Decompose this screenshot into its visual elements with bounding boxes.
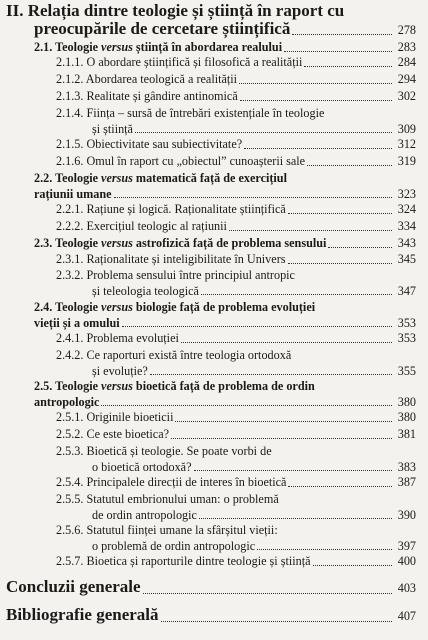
toc-entry-2-5-5	[56, 492, 416, 523]
toc-page-number: 353	[397, 315, 416, 330]
toc-entry-2-5-2	[56, 427, 416, 443]
dot-leader	[122, 325, 392, 327]
toc-entry-title: 2.5.2. Ce este bioetica?	[56, 427, 170, 441]
toc-entry-2-5-4	[56, 475, 416, 491]
toc-entry-2-4-2	[56, 348, 416, 379]
toc-entry-title-line1: 2.4.2. Ce raporturi există între teologia ortodoxă	[56, 348, 292, 362]
toc-entry-title: 2.1.6. Omul în raport cu „obiectul” cunoașterii sale	[56, 154, 306, 168]
toc-page-number: 278	[397, 23, 416, 37]
toc-entry-prefix: 2.3. Teologie	[34, 236, 102, 250]
toc-entry-title: Bibliografie generală	[6, 605, 159, 624]
dot-leader	[292, 33, 392, 35]
toc-page-number: 343	[397, 236, 416, 250]
toc-entry-line	[6, 577, 416, 598]
toc-entry-title-line2: o bioetică ortodoxă?	[92, 459, 192, 474]
toc-entry-title: 2.1.5. Obiectivitate sau subiectivitate?	[56, 137, 243, 151]
toc-entry-title: 2.5.4. Principalele direcții de interes în bioetică	[56, 475, 287, 489]
dot-leader	[143, 592, 392, 594]
toc-entry-2-3-2	[56, 268, 416, 299]
toc-page-number: 403	[397, 581, 416, 595]
toc-entry-title-line1: 2.3.2. Problema sensului între principiul antropic	[56, 268, 295, 282]
toc-entry-prefix: 2.5. Teologie	[34, 379, 102, 393]
toc-page-number: 345	[397, 252, 416, 266]
toc-entry-title-line2: vieții și a omului	[34, 315, 120, 330]
toc-entry-title-line2: rațiunii umane	[34, 186, 112, 201]
toc-entry-suffix: matematică față de exercițiul	[132, 171, 287, 185]
toc-page-number: 407	[397, 609, 416, 623]
dot-leader	[284, 50, 392, 52]
toc-entry-suffix: biologie față de problema evoluției	[132, 300, 316, 314]
toc-page-number: 397	[397, 538, 416, 553]
dot-leader	[304, 65, 392, 67]
toc-entry-2-3-1	[56, 252, 416, 268]
dot-leader	[240, 99, 392, 101]
toc-entry-2-4	[34, 300, 416, 331]
toc-entry-2-1-3	[56, 89, 416, 105]
toc-entry-2-1-6	[56, 154, 416, 170]
toc-entry-italic: versus	[101, 236, 133, 250]
toc-entry-2-3	[34, 236, 416, 252]
toc-entry-title: o problemă de ordin antropologic	[92, 538, 256, 553]
toc-page-number: 355	[397, 363, 416, 378]
dot-leader	[239, 82, 392, 84]
dot-leader	[257, 548, 392, 550]
toc-page-number: 390	[397, 507, 416, 522]
toc-entry-title-line2: și teleologia teologică	[92, 283, 199, 298]
toc-entry-title-line1: 2.5.3. Bioetică și teologie. Se poate vorbi de	[56, 444, 272, 458]
dot-leader	[244, 147, 392, 149]
toc-entry-title: 2.2.1. Rațiune și logică. Raționalitate științifică	[56, 202, 286, 216]
toc-page-number: 400	[397, 554, 416, 568]
dot-leader	[161, 620, 392, 622]
dot-leader	[201, 293, 392, 295]
toc-entry-2-1-2	[56, 72, 416, 88]
dot-leader	[288, 262, 393, 264]
toc-entry-line	[6, 605, 416, 626]
dot-leader	[101, 404, 392, 406]
toc-entry-2-5-7	[56, 554, 416, 570]
toc-entry-2-5-3	[56, 444, 416, 475]
toc-entry-title: 2.2.2. Exercițiul teologic al rațiunii	[56, 219, 227, 233]
toc-entry-title-line2: și știință	[92, 121, 133, 136]
toc-entry-2-5	[34, 379, 416, 410]
toc-page-number: 353	[397, 331, 416, 345]
toc-entry-prefix: 2.2. Teologie	[34, 171, 102, 185]
toc-entry-prefix: 2.1. Teologie	[34, 40, 102, 54]
toc-entry-title: 2.5.1. Originile bioeticii	[56, 410, 174, 424]
dot-leader	[150, 373, 392, 375]
toc-entry-2-2-2	[56, 219, 416, 235]
dot-leader	[181, 341, 392, 343]
dot-leader	[194, 469, 393, 471]
toc-entry-2-4-1	[56, 331, 416, 347]
toc-page-number: 387	[397, 475, 416, 489]
toc-page-number: 323	[397, 186, 416, 201]
dot-leader	[328, 246, 392, 248]
toc-entry-italic: versus	[101, 171, 133, 185]
toc-page-number: 302	[397, 89, 416, 103]
toc-entry-2-1	[34, 40, 416, 56]
toc-entry-suffix: știință în abordarea realului	[132, 40, 283, 54]
toc-entry-italic: versus	[101, 40, 133, 54]
toc-entry-2-1-1	[56, 55, 416, 71]
toc-entry-2-1-4	[56, 106, 416, 137]
toc-entry-italic: versus	[101, 379, 133, 393]
toc-entry-2-1-5	[56, 137, 416, 153]
dot-leader	[135, 131, 392, 133]
dot-leader	[199, 517, 392, 519]
toc-entry-title: 2.1.1. O abordare științifică și filosofică a realității	[56, 55, 303, 69]
toc-section-ii	[6, 2, 416, 39]
toc-entry-title: 2.3.1. Raționalitate și inteligibilitate în Univers	[56, 252, 286, 266]
dot-leader	[229, 229, 392, 231]
dot-leader	[171, 437, 392, 439]
toc-page-number: 294	[397, 72, 416, 86]
toc-entry-title-line2: de ordin antropologic	[92, 507, 197, 522]
toc-entry-title: 2.1.3. Realitate și gândire antinomică	[56, 89, 238, 103]
toc-entry-title: 2.5.7. Bioetica și raporturile dintre teologie și știință	[56, 554, 311, 568]
toc-page-number: 380	[397, 410, 416, 424]
toc-page-number: 383	[397, 459, 416, 474]
toc-entry-bibliografie	[6, 605, 416, 626]
dot-leader	[175, 420, 392, 422]
toc-entry-line	[56, 554, 416, 570]
toc-entry-prefix: 2.4. Teologie	[34, 300, 102, 314]
toc-entry-concluzii	[6, 577, 416, 598]
toc-entry-title-line1: 2.5.5. Statutul embrionului uman: o problemă	[56, 492, 279, 506]
toc-page-number: 284	[397, 55, 416, 69]
toc-entry-title-line1: II. Relația dintre teologie și știință în raport cu	[6, 1, 345, 20]
toc-entry-suffix: astrofizică față de problema sensului	[132, 236, 327, 250]
toc-page-number: 380	[397, 394, 416, 409]
toc-entry-title-line1: 2.5.6. Statutul ființei umane la sfârșitul vieții:	[56, 523, 278, 537]
toc-entry-title-line2: preocupările de cercetare științifică	[34, 19, 291, 38]
toc-entry-2-5-1	[56, 410, 416, 426]
dot-leader	[307, 164, 392, 166]
toc-page-number: 334	[397, 219, 416, 233]
toc-page-number: 347	[397, 283, 416, 298]
toc-entry-title-line2: și evoluție?	[92, 363, 148, 378]
toc-entry-2-2-1	[56, 202, 416, 218]
toc-page-number: 381	[397, 427, 416, 441]
toc-entry-line	[56, 539, 416, 555]
toc-entry-title: Concluzii generale	[6, 577, 141, 596]
toc-entry-title: 2.4.1. Problema evoluției	[56, 331, 179, 345]
toc-entry-2-2	[34, 171, 416, 202]
toc-page-number: 324	[397, 202, 416, 216]
toc-entry-italic: versus	[101, 300, 133, 314]
toc-entry-2-5-6	[56, 523, 416, 554]
dot-leader	[288, 485, 392, 487]
dot-leader	[114, 196, 392, 198]
toc-entry-title: 2.1.2. Abordarea teologică a realității	[56, 72, 238, 86]
toc-page-number: 309	[397, 121, 416, 136]
toc-page-number: 283	[397, 40, 416, 54]
toc-page-number: 319	[397, 154, 416, 168]
toc-page-number: 312	[397, 137, 416, 151]
toc-entry-title-line2: antropologic	[34, 394, 100, 409]
dot-leader	[288, 212, 392, 214]
toc-entry-title-line1: 2.1.4. Ființa – sursă de întrebări existențiale în teologie	[56, 106, 325, 120]
toc-entry-suffix: bioetică față de problema de ordin	[132, 379, 315, 393]
dot-leader	[313, 564, 392, 566]
